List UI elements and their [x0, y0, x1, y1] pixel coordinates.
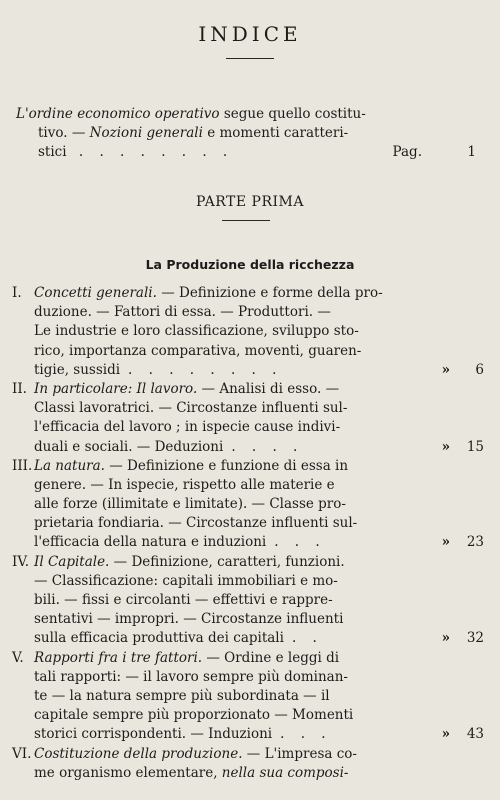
entry-text: rico, importanza comparativa, moventi, guaren- [34, 342, 362, 359]
ditto-mark: » [441, 726, 450, 743]
entry-text: l'efficacia della natura e induzioni [34, 534, 267, 551]
intro-text-1: segue quello costitu- [219, 106, 366, 122]
entry-text: genere. — In ispecie, rispetto alle materie e [34, 476, 335, 493]
toc-entry [12, 745, 484, 783]
intro-entry [16, 104, 484, 162]
entry-text: tigie, sussidi [34, 361, 121, 378]
intro-page-label: Pag. [392, 144, 422, 161]
entry-text: prietaria fondiaria. — Circostanze influenti sul- [34, 515, 358, 532]
toc-entry [12, 457, 484, 553]
intro-italic-2: Nozioni generali [89, 125, 203, 142]
entry-heading: In particolare: Il lavoro. [34, 380, 198, 397]
entry-number: V. [12, 649, 24, 666]
entry-heading: Concetti generali. [34, 285, 157, 301]
ditto-mark: » [441, 361, 450, 378]
entry-text: — Definizione e forme della pro- [156, 285, 383, 301]
entry-page-number: 32 [466, 630, 484, 647]
entry-heading: Il Capitale. [34, 553, 110, 570]
entry-number: VI. [12, 745, 32, 762]
entry-dots: . . [291, 630, 323, 647]
section-title: La Produzione della ricchezza [145, 257, 355, 272]
entry-text: storici corrispondenti. — Induzioni [34, 726, 273, 743]
toc-entry [12, 649, 484, 745]
entry-dots: . . . . [231, 438, 304, 455]
entry-text: Classi lavoratrici. — Circostanze influenti sul- [34, 400, 348, 417]
entry-text: — Ordine e leggi di [202, 649, 340, 666]
entry-text: te — la natura sempre più subordinata — il [34, 687, 330, 704]
ditto-mark: » [441, 534, 450, 551]
intro-page-number: 1 [467, 144, 476, 161]
entry-heading: Costituzione della produzione. [34, 745, 243, 762]
toc-entry [12, 553, 484, 649]
intro-text-4: stici [38, 144, 67, 161]
table-of-contents [12, 284, 484, 783]
entry-heading: La natura. [34, 457, 105, 474]
toc-entry [12, 284, 484, 380]
entry-dots: . . . [280, 726, 332, 743]
entry-text: duali e sociali. — Deduzioni [34, 438, 224, 455]
intro-text-2: tivo. — [38, 125, 90, 142]
part-rule [222, 220, 270, 221]
entry-page-number: 15 [466, 438, 484, 455]
entry-text: alle forze (illimitate e limitate). — Classe pro- [34, 496, 346, 513]
entry-number: I. [12, 285, 22, 301]
entry-heading: Rapporti fra i tre fattori. [34, 649, 203, 666]
ditto-mark: » [441, 438, 450, 455]
entry-page-number: 6 [475, 361, 484, 378]
title-rule [226, 58, 274, 59]
entry-text: capitale sempre più proporzionato — Momenti [34, 707, 354, 724]
entry-text: — Analisi di esso. — [197, 380, 340, 397]
entry-page-number: 23 [466, 534, 484, 551]
entry-dots: . . . . . . . . [128, 361, 283, 378]
entry-text: — L'impresa co- [242, 745, 357, 762]
entry-dots: . . . [274, 534, 326, 551]
entry-text: — Definizione e funzione di essa in [104, 457, 349, 474]
ditto-mark: » [441, 630, 450, 647]
intro-text-3: e momenti caratteri- [202, 125, 349, 142]
intro-italic-1: L'ordine economico operativo [16, 106, 220, 122]
entry-text: Le industrie e loro classificazione, sviluppo sto- [34, 323, 359, 340]
entry-text: — Classificazione: capitali immobiliari e mo- [34, 572, 338, 589]
entry-text: duzione. — Fattori di essa. — Produttori. — [34, 304, 331, 321]
entry-text: tali rapporti: — il lavoro sempre più dominan- [34, 668, 348, 685]
entry-text: bili. — fissi e circolanti — effettivi e rappre- [34, 592, 333, 608]
entry-text: sentativi — impropri. — Circostanze influenti [34, 611, 344, 628]
entry-page-number: 43 [466, 726, 484, 743]
entry-text: — Definizione, caratteri, funzioni. [109, 553, 345, 570]
toc-entry [12, 380, 484, 457]
entry-text: l'efficacia del lavoro ; in ispecie cause indivi- [34, 419, 341, 436]
entry-number: III. [12, 457, 33, 474]
intro-dots: . . . . . . . . [78, 144, 234, 161]
entry-text: me organismo elementare, [34, 764, 222, 781]
part-title: PARTE PRIMA [196, 194, 304, 210]
entry-text: sulla efficacia produttiva dei capitali [34, 630, 284, 647]
entry-italic-tail: nella sua composi- [221, 764, 349, 781]
entry-number: IV. [12, 553, 30, 570]
page-title: INDICE [198, 22, 302, 46]
entry-number: II. [12, 380, 27, 397]
